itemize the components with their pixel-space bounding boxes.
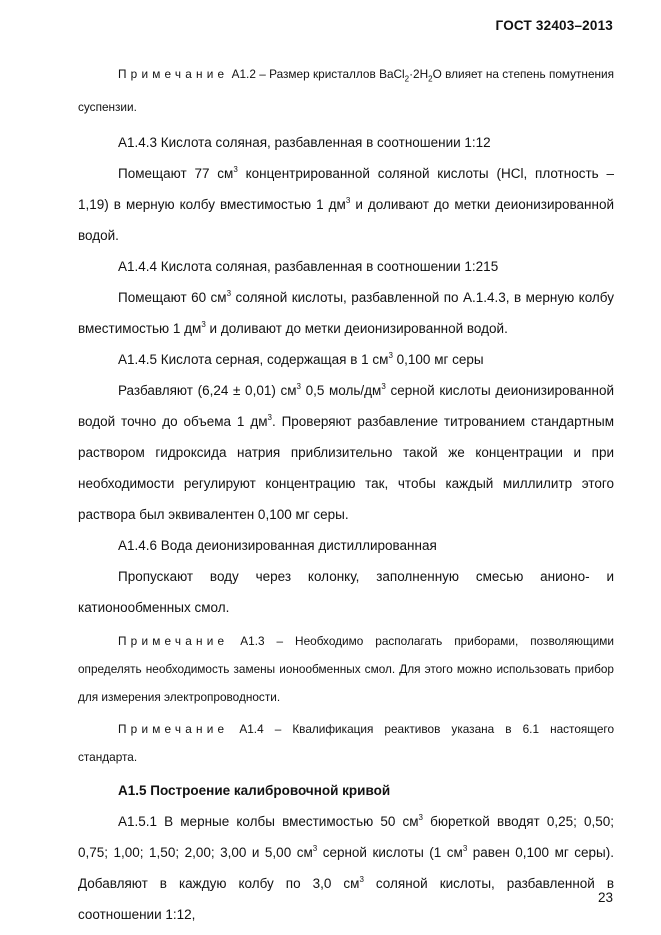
text: 0,5 моль/дм — [300, 383, 382, 399]
text: . Проверяют разбавление титрованием стандартным раствором гидроксида натрия приблизительно такой же концентрации и при необходимости регулируют концентрацию так, чтобы каждый миллилитр этого раствора был эквивалентен 0,100 мг серы. — [78, 414, 615, 523]
paragraph-a145 — [78, 375, 614, 530]
note-a14 — [78, 715, 614, 771]
text: серной кислоты деионизированной водой точно до объема 1 дм — [78, 383, 614, 430]
heading-a146: А1.4.6 Вода деионизированная дистиллированная — [118, 538, 437, 554]
heading-a143: А1.4.3 Кислота соляная, разбавленная в соотношении 1:12 — [118, 135, 491, 151]
document-body — [78, 60, 614, 930]
note-text: А1.2 – Размер кристаллов BaCl — [231, 67, 405, 81]
text: равен 0,100 мг серы). Добавляют в каждую колбу по 3,0 см — [78, 845, 614, 892]
text: А1.5.1 В мерные колбы вместимостью 50 см — [118, 814, 419, 830]
heading-a144: А1.4.4 Кислота соляная, разбавленная в соотношении 1:215 — [118, 259, 499, 275]
note-text: O влияет на степень помутнения суспензии. — [78, 67, 615, 115]
text: 0,100 мг серы — [392, 352, 484, 368]
text: Разбавляют (6,24 ± 0,01) см — [118, 383, 297, 399]
superscript: 3 — [418, 813, 423, 823]
superscript: 3 — [381, 382, 386, 392]
text: и доливают до метки деионизированной водой. — [78, 197, 614, 244]
note-text: А1.4 – Квалификация реактивов указана в 6.1 настоящего стандарта. — [78, 722, 615, 765]
superscript: 3 — [233, 165, 238, 175]
subscript: 2 — [428, 74, 433, 84]
superscript: 3 — [388, 351, 393, 361]
paragraph-a151 — [78, 806, 614, 930]
text: и доливают до метки деионизированной водой. — [205, 321, 508, 337]
note-text: ·2H — [409, 67, 429, 81]
paragraph-a146: Пропускают воду через колонку, заполненную смесью анионо- и катионообменных смол. — [78, 569, 614, 616]
document-code-header: ГОСТ 32403–2013 — [495, 18, 613, 33]
note-a12 — [78, 60, 614, 121]
superscript: 3 — [345, 196, 351, 206]
superscript: 3 — [462, 844, 468, 854]
superscript: 3 — [226, 289, 232, 299]
text: А1.4.5 Кислота серная, содержащая в 1 см — [118, 352, 389, 368]
text: соляной кислоты, разбавленной в соотношении 1:12, — [78, 876, 614, 923]
text: Помещают 77 см — [118, 166, 234, 182]
superscript: 3 — [312, 844, 318, 854]
paragraph-a144 — [78, 282, 614, 344]
paragraph-a143 — [78, 158, 614, 251]
note-a13 — [78, 627, 614, 711]
text: серной кислоты (1 см — [317, 845, 463, 861]
superscript: 3 — [359, 875, 364, 885]
text: концентрированной соляной кислоты (HCl, плотность – 1,19) в мерную колбу вместимостью 1 дм — [78, 166, 614, 213]
superscript: 3 — [201, 320, 206, 330]
text: соляной кислоты, разбавленной по А.1.4.3, в мерную колбу вместимостью 1 дм — [78, 290, 614, 337]
text: Помещают 60 см — [118, 290, 227, 306]
note-label: Примечание — [118, 634, 229, 649]
note-label: Примечание — [118, 67, 229, 81]
note-label: Примечание — [118, 722, 229, 737]
section-heading-a15: А1.5 Построение калибровочной кривой — [118, 783, 391, 799]
superscript: 3 — [267, 413, 272, 423]
page-number: 23 — [597, 890, 613, 905]
superscript: 3 — [296, 382, 301, 392]
note-text: А1.3 – Необходимо располагать приборами, позволяющими определять необходимость замены ионообменных смол. Для этого можно использовать прибор для измерения электропроводности. — [78, 634, 614, 705]
heading-a145 — [78, 344, 614, 375]
subscript: 2 — [404, 74, 410, 84]
text: бюреткой вводят 0,25; 0,50; 0,75; 1,00; 1,50; 2,00; 3,00 и 5,00 см — [78, 814, 615, 861]
